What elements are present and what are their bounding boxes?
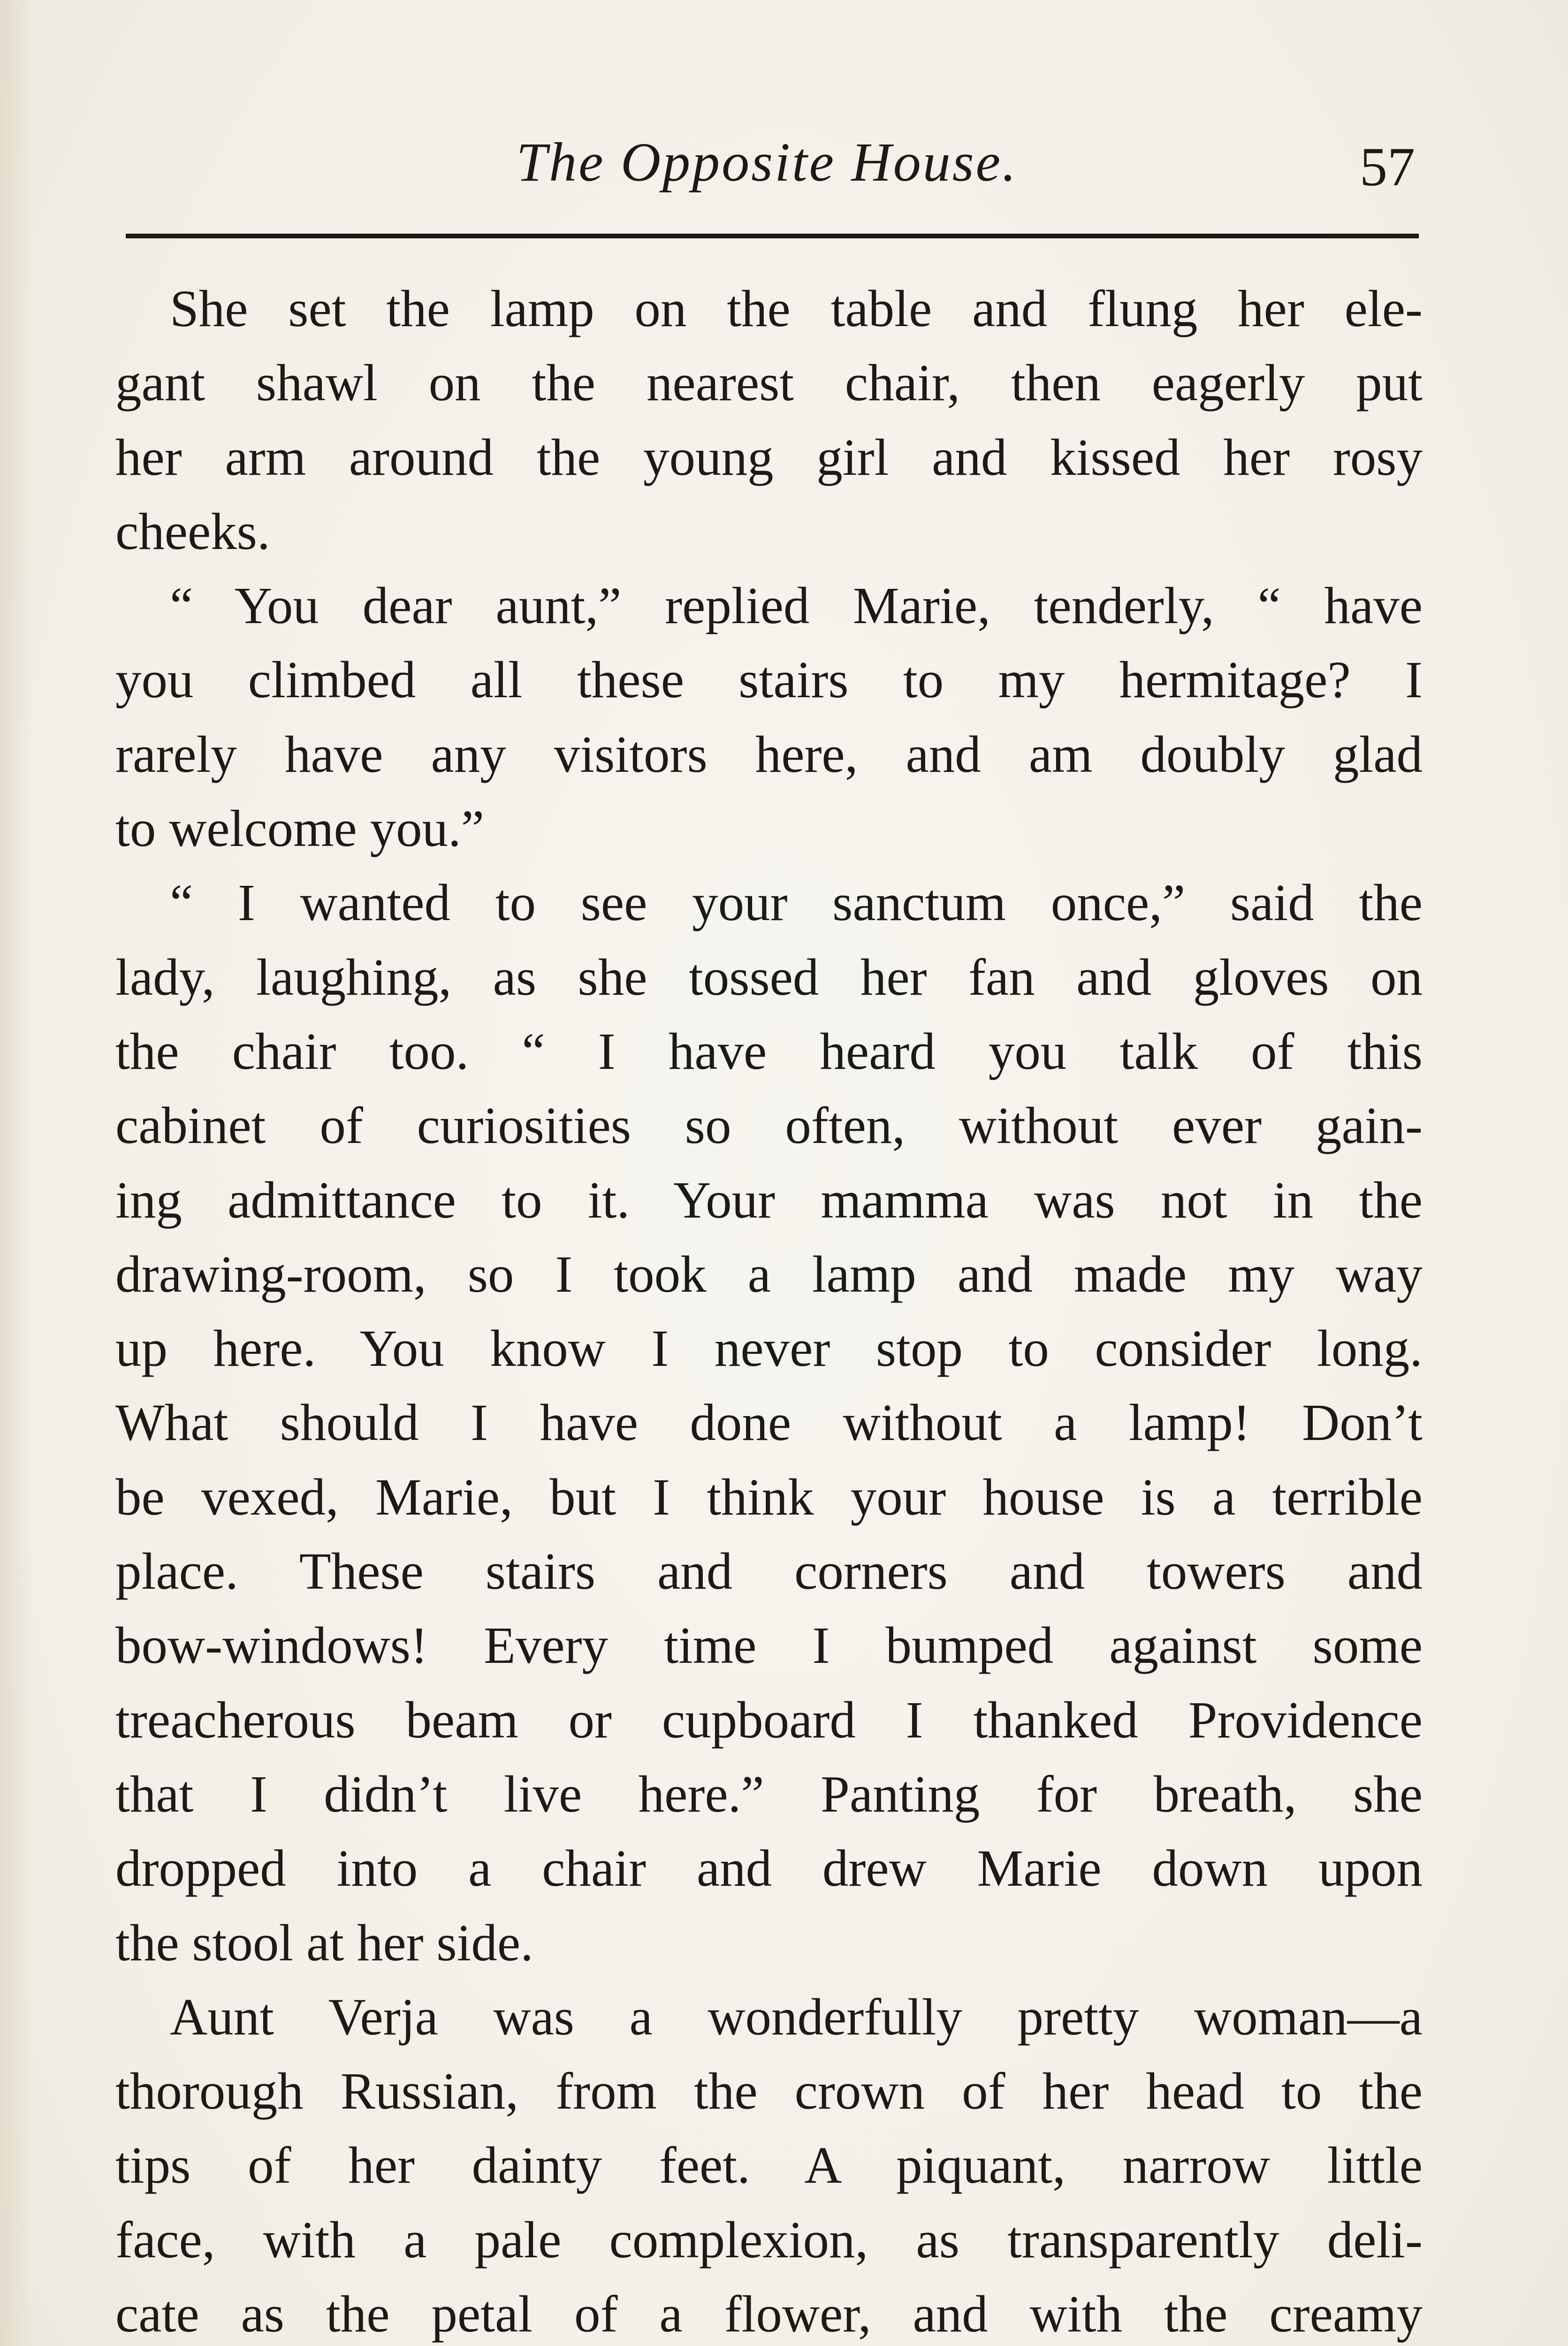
text-line: drawing-room, so I took a lamp and made my way [115, 1245, 1423, 1303]
body-text [115, 272, 1423, 2346]
header-rule [126, 234, 1419, 238]
text-line: tips of her dainty feet. A piquant, narrow little [115, 2137, 1423, 2195]
text-line: dropped into a chair and drew Marie down upon [115, 1840, 1423, 1898]
text-line: rarely have any visitors here, and am doubly glad [115, 725, 1423, 784]
text-line: gant shawl on the nearest chair, then eagerly put [115, 354, 1423, 412]
page-number: 57 [1360, 136, 1415, 198]
text-line: She set the lamp on the table and flung her ele- [170, 280, 1423, 338]
text-line: that I didn’t live here.” Panting for breath, she [115, 1765, 1423, 1823]
text-line: to welcome you.” [115, 800, 484, 858]
text-line: be vexed, Marie, but I think your house is a terrible [115, 1468, 1423, 1526]
text-line: face, with a pale complexion, as transparently deli- [115, 2211, 1423, 2269]
page-header [119, 117, 1415, 206]
page-edge-shading [0, 0, 33, 2346]
text-line: ing admittance to it. Your mamma was not in the [115, 1171, 1423, 1229]
text-line: cheeks. [115, 503, 270, 561]
text-line: cabinet of curiosities so often, without ever gain- [115, 1097, 1423, 1155]
text-line: lady, laughing, as she tossed her fan and gloves on [115, 948, 1423, 1006]
text-line: “ I wanted to see your sanctum once,” said the [170, 874, 1423, 932]
text-line: cate as the petal of a flower, and with the creamy [115, 2285, 1423, 2344]
text-line: What should I have done without a lamp! Don’t [115, 1394, 1423, 1452]
text-line: Aunt Verja was a wonderfully pretty woman—a [170, 1988, 1423, 2046]
running-title: The Opposite House. [516, 131, 1018, 193]
text-line: place. These stairs and corners and towers and [115, 1543, 1423, 1601]
text-line: the stool at her side. [115, 1914, 533, 1972]
text-line: her arm around the young girl and kissed her rosy [115, 428, 1423, 487]
text-line: “ You dear aunt,” replied Marie, tenderly, “ have [170, 577, 1423, 635]
text-line: thorough Russian, from the crown of her head to the [115, 2063, 1423, 2121]
text-line: the chair too. “ I have heard you talk of this [115, 1022, 1423, 1081]
text-line: treacherous beam or cupboard I thanked Providence [115, 1691, 1423, 1749]
text-line: bow-windows! Every time I bumped against some [115, 1617, 1423, 1675]
text-line: you climbed all these stairs to my hermitage? I [115, 651, 1423, 709]
text-line: up here. You know I never stop to consider long. [115, 1320, 1423, 1378]
